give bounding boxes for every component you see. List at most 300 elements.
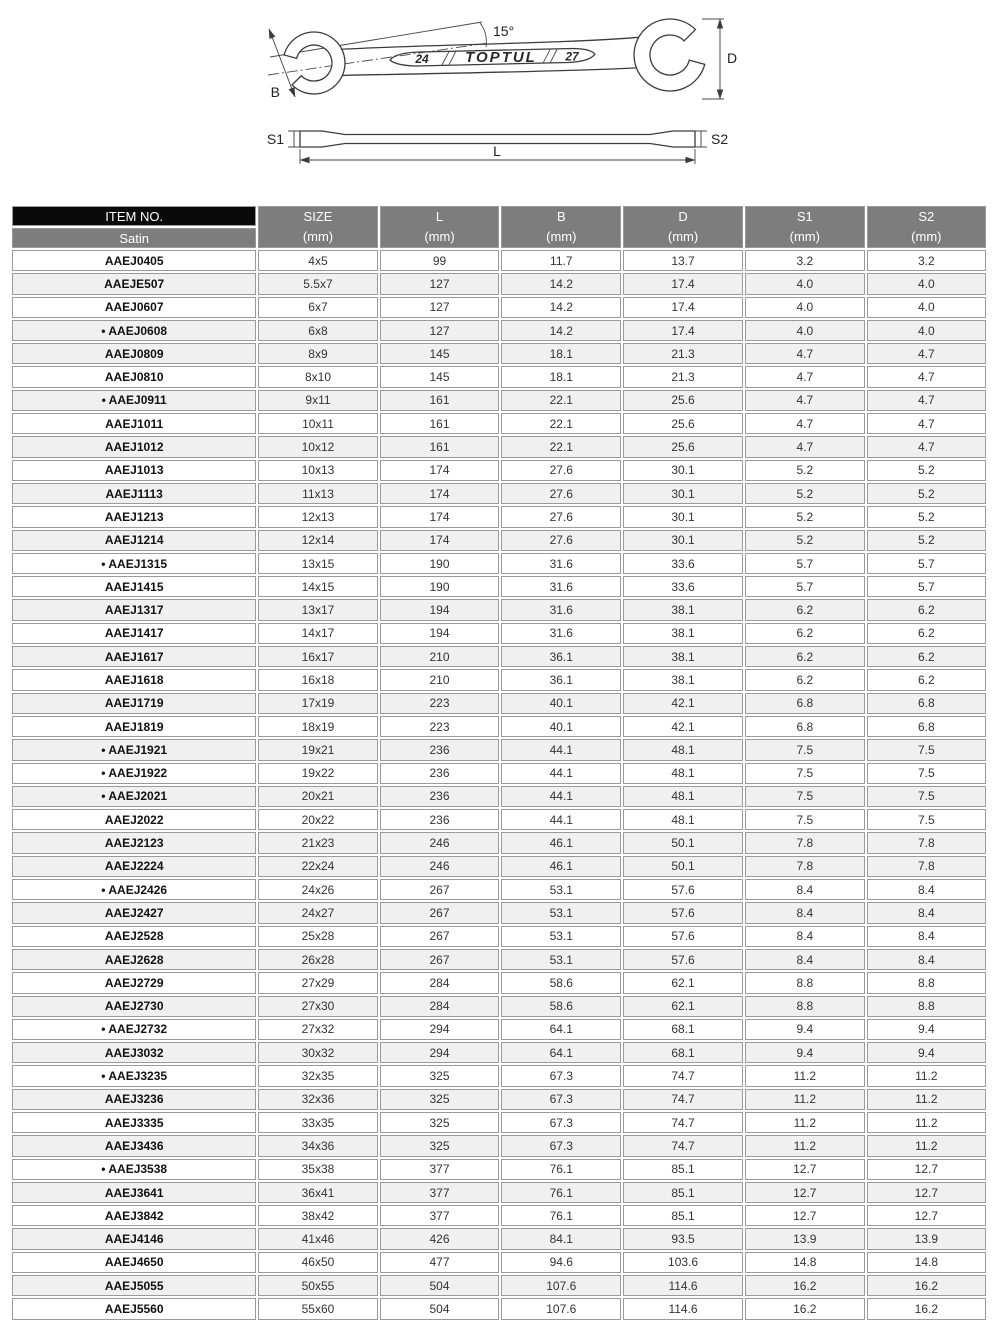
b-cell: 18.1: [501, 343, 621, 364]
table-row: [12, 926, 986, 947]
s1-cell: 6.2: [745, 669, 865, 690]
b-cell: 53.1: [501, 926, 621, 947]
s1-cell: 8.8: [745, 972, 865, 993]
s1-cell: 11.2: [745, 1089, 865, 1110]
table-row: [12, 1298, 986, 1319]
s2-cell: 4.0: [867, 297, 986, 318]
s1-cell: 11.2: [745, 1112, 865, 1133]
header-s1-unit: (mm): [789, 229, 820, 244]
s1-cell: 16.2: [745, 1298, 865, 1319]
s2-cell: 5.2: [867, 506, 986, 527]
l-cell: 145: [380, 366, 500, 387]
header-finish: Satin: [12, 228, 256, 248]
item-no-cell: • AAEJ1921: [12, 739, 256, 760]
item-no-cell: AAEJ1417: [12, 623, 256, 644]
size-cell: 6x8: [258, 320, 377, 341]
item-no-cell: AAEJ0810: [12, 366, 256, 387]
s1-cell: 8.4: [745, 926, 865, 947]
s1-cell: 5.2: [745, 460, 865, 481]
item-no-cell: AAEJ4146: [12, 1228, 256, 1249]
header-l: [380, 206, 500, 248]
table-row: [12, 809, 986, 830]
l-cell: 161: [380, 413, 500, 434]
item-no-cell: AAEJ1317: [12, 599, 256, 620]
stamp-size-left: 24: [415, 52, 429, 66]
d-cell: 103.6: [623, 1252, 743, 1273]
item-no-cell: AAEJ1719: [12, 693, 256, 714]
size-cell: 27x29: [258, 972, 377, 993]
d-cell: 85.1: [623, 1159, 743, 1180]
s1-cell: 11.2: [745, 1065, 865, 1086]
size-cell: 4x5: [258, 250, 377, 271]
b-cell: 53.1: [501, 949, 621, 970]
size-cell: 38x42: [258, 1205, 377, 1226]
d-cell: 38.1: [623, 646, 743, 667]
d-cell: 74.7: [623, 1089, 743, 1110]
header-item-no: ITEM NO.: [12, 206, 256, 226]
d-cell: 33.6: [623, 553, 743, 574]
l-cell: 145: [380, 343, 500, 364]
item-no-cell: AAEJ1011: [12, 413, 256, 434]
l-cell: 127: [380, 297, 500, 318]
b-cell: 18.1: [501, 366, 621, 387]
b-cell: 44.1: [501, 763, 621, 784]
table-row: [12, 436, 986, 457]
item-no-cell: • AAEJ1315: [12, 553, 256, 574]
s1-cell: 3.2: [745, 250, 865, 271]
s1-cell: 11.2: [745, 1135, 865, 1156]
table-row: [12, 856, 986, 877]
item-no-cell: AAEJ1617: [12, 646, 256, 667]
b-cell: 27.6: [501, 460, 621, 481]
s2-cell: 16.2: [867, 1275, 986, 1296]
header-size-unit: (mm): [302, 229, 334, 244]
header-b: [501, 206, 621, 248]
s2-cell: 13.9: [867, 1228, 986, 1249]
l-cell: 127: [380, 320, 500, 341]
s1-cell: 9.4: [745, 1019, 865, 1040]
item-no-cell: AAEJ1013: [12, 460, 256, 481]
size-cell: 12x13: [258, 506, 377, 527]
s1-cell: 7.5: [745, 809, 865, 830]
table-row: [12, 996, 986, 1017]
table-row: [12, 320, 986, 341]
l-cell: 267: [380, 926, 500, 947]
s2-cell: 7.5: [867, 763, 986, 784]
item-no-cell: AAEJ1012: [12, 436, 256, 457]
header-d: [623, 206, 743, 248]
s1-cell: 9.4: [745, 1042, 865, 1063]
l-cell: 174: [380, 483, 500, 504]
b-cell: 67.3: [501, 1112, 621, 1133]
l-cell: 504: [380, 1275, 500, 1296]
item-no-cell: AAEJ5560: [12, 1298, 256, 1319]
l-cell: 325: [380, 1065, 500, 1086]
b-cell: 64.1: [501, 1042, 621, 1063]
s2-cell: 5.7: [867, 553, 986, 574]
s2-cell: 9.4: [867, 1019, 986, 1040]
l-cell: 246: [380, 856, 500, 877]
size-cell: 32x35: [258, 1065, 377, 1086]
header-s1: [745, 206, 865, 248]
s1-cell: 8.4: [745, 949, 865, 970]
d-cell: 25.6: [623, 413, 743, 434]
d-cell: 62.1: [623, 996, 743, 1017]
item-no-cell: AAEJ3335: [12, 1112, 256, 1133]
table-row: [12, 273, 986, 294]
header-s2-unit: (mm): [911, 229, 942, 244]
item-no-cell: • AAEJ0608: [12, 320, 256, 341]
s2-cell: 12.7: [867, 1159, 986, 1180]
table-row: [12, 599, 986, 620]
d-cell: 68.1: [623, 1042, 743, 1063]
item-no-cell: • AAEJ3235: [12, 1065, 256, 1086]
d-cell: 48.1: [623, 809, 743, 830]
header-b-label: B: [556, 209, 566, 224]
b-cell: 14.2: [501, 320, 621, 341]
s1-cell: 12.7: [745, 1205, 865, 1226]
spec-table-header: [12, 206, 986, 248]
s2-cell: 5.2: [867, 530, 986, 551]
s2-cell: 11.2: [867, 1135, 986, 1156]
s2-cell: 4.0: [867, 320, 986, 341]
s1-cell: 16.2: [745, 1275, 865, 1296]
b-cell: 84.1: [501, 1228, 621, 1249]
s2-cell: 8.8: [867, 972, 986, 993]
s2-cell: 9.4: [867, 1042, 986, 1063]
s2-cell: 8.8: [867, 996, 986, 1017]
size-cell: 5.5x7: [258, 273, 377, 294]
l-cell: 284: [380, 972, 500, 993]
table-row: [12, 763, 986, 784]
d-cell: 30.1: [623, 530, 743, 551]
size-cell: 19x21: [258, 739, 377, 760]
l-cell: 426: [380, 1228, 500, 1249]
l-cell: 284: [380, 996, 500, 1017]
l-cell: 236: [380, 786, 500, 807]
item-no-cell: AAEJ2628: [12, 949, 256, 970]
s1-cell: 13.9: [745, 1228, 865, 1249]
shaft-top-edge: [338, 37, 642, 50]
table-row: [12, 646, 986, 667]
table-row: [12, 297, 986, 318]
size-cell: 24x26: [258, 879, 377, 900]
s2-cell: 7.5: [867, 786, 986, 807]
b-cell: 36.1: [501, 669, 621, 690]
l-cell: 190: [380, 576, 500, 597]
item-no-cell: AAEJ3641: [12, 1182, 256, 1203]
table-row: [12, 1182, 986, 1203]
size-cell: 25x28: [258, 926, 377, 947]
item-no-cell: AAEJ2022: [12, 809, 256, 830]
item-no-cell: AAEJ1819: [12, 716, 256, 737]
s1-cell: 8.4: [745, 879, 865, 900]
item-no-cell: AAEJ1213: [12, 506, 256, 527]
l-cell: 161: [380, 436, 500, 457]
d-cell: 114.6: [623, 1275, 743, 1296]
table-row: [12, 1135, 986, 1156]
d-cell: 30.1: [623, 483, 743, 504]
s2-cell: 8.4: [867, 879, 986, 900]
b-cell: 76.1: [501, 1159, 621, 1180]
table-row: [12, 553, 986, 574]
item-no-cell: AAEJ2528: [12, 926, 256, 947]
b-cell: 44.1: [501, 809, 621, 830]
d-cell: 85.1: [623, 1182, 743, 1203]
dim-label-s2: S2: [711, 131, 729, 147]
dim-label-b: B: [270, 84, 280, 100]
b-cell: 31.6: [501, 599, 621, 620]
d-cell: 17.4: [623, 273, 743, 294]
spec-table-body: [12, 250, 986, 1320]
size-cell: 16x18: [258, 669, 377, 690]
header-l-label: L: [435, 209, 444, 224]
header-size-label: SIZE: [303, 209, 333, 224]
size-cell: 13x17: [258, 599, 377, 620]
b-cell: 67.3: [501, 1135, 621, 1156]
d-cell: 48.1: [623, 763, 743, 784]
s2-cell: 11.2: [867, 1065, 986, 1086]
size-cell: 35x38: [258, 1159, 377, 1180]
d-cell: 21.3: [623, 366, 743, 387]
size-cell: 6x7: [258, 297, 377, 318]
b-cell: 64.1: [501, 1019, 621, 1040]
s2-cell: 6.8: [867, 693, 986, 714]
s2-cell: 4.7: [867, 366, 986, 387]
s1-cell: 6.8: [745, 716, 865, 737]
d-cell: 68.1: [623, 1019, 743, 1040]
d-cell: 30.1: [623, 506, 743, 527]
angle-label: 15°: [493, 23, 515, 39]
s2-cell: 4.0: [867, 273, 986, 294]
b-cell: 107.6: [501, 1298, 621, 1319]
table-row: [12, 972, 986, 993]
item-no-cell: AAEJ2224: [12, 856, 256, 877]
s2-cell: 8.4: [867, 926, 986, 947]
table-row: [12, 1065, 986, 1086]
size-cell: 17x19: [258, 693, 377, 714]
wrench-diagram: [250, 5, 750, 200]
d-cell: 25.6: [623, 436, 743, 457]
s2-cell: 6.2: [867, 623, 986, 644]
item-no-cell: • AAEJ2732: [12, 1019, 256, 1040]
header-s2-label: S2: [918, 209, 935, 224]
l-cell: 223: [380, 693, 500, 714]
l-cell: 246: [380, 832, 500, 853]
b-cell: 53.1: [501, 902, 621, 923]
size-cell: 27x30: [258, 996, 377, 1017]
b-cell: 40.1: [501, 716, 621, 737]
header-d-unit: (mm): [667, 229, 699, 244]
size-cell: 12x14: [258, 530, 377, 551]
s1-cell: 12.7: [745, 1182, 865, 1203]
l-cell: 294: [380, 1042, 500, 1063]
size-cell: 13x15: [258, 553, 377, 574]
b-cell: 44.1: [501, 739, 621, 760]
stamp-panel: [390, 49, 595, 67]
table-row: [12, 366, 986, 387]
l-cell: 223: [380, 716, 500, 737]
item-no-cell: AAEJ1113: [12, 483, 256, 504]
table-row: [12, 716, 986, 737]
item-no-cell: AAEJE507: [12, 273, 256, 294]
size-cell: 30x32: [258, 1042, 377, 1063]
b-cell: 14.2: [501, 273, 621, 294]
header-d-label: D: [678, 209, 688, 224]
l-cell: 161: [380, 390, 500, 411]
brand-logo-text: TOPTUL: [465, 49, 537, 66]
l-cell: 294: [380, 1019, 500, 1040]
header-s1-label: S1: [796, 209, 813, 224]
b-cell: 22.1: [501, 436, 621, 457]
s2-cell: 8.4: [867, 949, 986, 970]
d-cell: 38.1: [623, 669, 743, 690]
header-l-unit: (mm): [424, 229, 455, 244]
size-cell: 20x21: [258, 786, 377, 807]
size-cell: 19x22: [258, 763, 377, 784]
header-s2: [867, 206, 986, 248]
b-cell: 22.1: [501, 390, 621, 411]
size-cell: 26x28: [258, 949, 377, 970]
dim-label-l: L: [493, 143, 501, 159]
s2-cell: 4.7: [867, 413, 986, 434]
l-cell: 477: [380, 1252, 500, 1273]
size-cell: 22x24: [258, 856, 377, 877]
size-cell: 10x11: [258, 413, 377, 434]
b-cell: 67.3: [501, 1065, 621, 1086]
l-cell: 99: [380, 250, 500, 271]
l-cell: 190: [380, 553, 500, 574]
table-row: [12, 483, 986, 504]
size-cell: 11x13: [258, 483, 377, 504]
l-cell: 174: [380, 460, 500, 481]
s2-cell: 14.8: [867, 1252, 986, 1273]
size-cell: 41x46: [258, 1228, 377, 1249]
l-cell: 236: [380, 739, 500, 760]
d-cell: 50.1: [623, 856, 743, 877]
s2-cell: 4.7: [867, 390, 986, 411]
shaft-bottom-edge: [338, 68, 642, 76]
b-cell: 107.6: [501, 1275, 621, 1296]
s2-cell: 7.8: [867, 832, 986, 853]
table-row: [12, 1112, 986, 1133]
s1-cell: 12.7: [745, 1159, 865, 1180]
l-cell: 174: [380, 530, 500, 551]
d-cell: 42.1: [623, 716, 743, 737]
d-cell: 62.1: [623, 972, 743, 993]
s1-cell: 7.8: [745, 856, 865, 877]
table-row: [12, 250, 986, 271]
l-cell: 325: [380, 1089, 500, 1110]
size-cell: 8x10: [258, 366, 377, 387]
s1-cell: 4.7: [745, 390, 865, 411]
item-no-cell: AAEJ5055: [12, 1275, 256, 1296]
item-no-cell: • AAEJ0911: [12, 390, 256, 411]
size-cell: 18x19: [258, 716, 377, 737]
d-cell: 48.1: [623, 739, 743, 760]
b-cell: 14.2: [501, 297, 621, 318]
table-row: [12, 506, 986, 527]
s1-cell: 7.5: [745, 786, 865, 807]
s1-cell: 6.2: [745, 623, 865, 644]
s1-cell: 14.8: [745, 1252, 865, 1273]
left-jaw: [280, 25, 352, 100]
l-cell: 236: [380, 809, 500, 830]
s2-cell: 7.5: [867, 809, 986, 830]
table-row: [12, 413, 986, 434]
item-no-cell: AAEJ2729: [12, 972, 256, 993]
d-cell: 42.1: [623, 693, 743, 714]
item-no-cell: AAEJ3842: [12, 1205, 256, 1226]
b-cell: 40.1: [501, 693, 621, 714]
table-row: [12, 1228, 986, 1249]
d-cell: 85.1: [623, 1205, 743, 1226]
item-no-cell: • AAEJ1922: [12, 763, 256, 784]
b-cell: 27.6: [501, 506, 621, 527]
table-row: [12, 460, 986, 481]
d-cell: 114.6: [623, 1298, 743, 1319]
b-cell: 27.6: [501, 483, 621, 504]
item-no-cell: • AAEJ3538: [12, 1159, 256, 1180]
b-cell: 46.1: [501, 832, 621, 853]
s1-cell: 7.8: [745, 832, 865, 853]
size-cell: 34x36: [258, 1135, 377, 1156]
l-cell: 325: [380, 1135, 500, 1156]
item-no-cell: AAEJ1415: [12, 576, 256, 597]
table-row: [12, 1205, 986, 1226]
s2-cell: 4.7: [867, 436, 986, 457]
l-cell: 267: [380, 902, 500, 923]
s2-cell: 6.2: [867, 646, 986, 667]
d-cell: 57.6: [623, 902, 743, 923]
dim-label-s1: S1: [266, 131, 284, 147]
size-cell: 27x32: [258, 1019, 377, 1040]
b-cell: 76.1: [501, 1182, 621, 1203]
table-row: [12, 1159, 986, 1180]
table-row: [12, 669, 986, 690]
s1-cell: 5.7: [745, 576, 865, 597]
d-cell: 38.1: [623, 623, 743, 644]
d-cell: 21.3: [623, 343, 743, 364]
l-cell: 377: [380, 1159, 500, 1180]
l-cell: 504: [380, 1298, 500, 1319]
wrench-drawing: [250, 5, 750, 200]
s2-cell: 8.4: [867, 902, 986, 923]
size-cell: 55x60: [258, 1298, 377, 1319]
l-cell: 210: [380, 646, 500, 667]
table-row: [12, 1252, 986, 1273]
s1-cell: 7.5: [745, 739, 865, 760]
b-cell: 76.1: [501, 1205, 621, 1226]
b-cell: 31.6: [501, 576, 621, 597]
size-cell: 14x17: [258, 623, 377, 644]
spec-table: [10, 204, 988, 1322]
item-no-cell: AAEJ1214: [12, 530, 256, 551]
size-cell: 10x12: [258, 436, 377, 457]
b-cell: 53.1: [501, 879, 621, 900]
b-cell: 44.1: [501, 786, 621, 807]
s1-cell: 4.7: [745, 343, 865, 364]
item-no-cell: AAEJ0607: [12, 297, 256, 318]
d-cell: 17.4: [623, 297, 743, 318]
d-cell: 74.7: [623, 1135, 743, 1156]
s1-cell: 4.0: [745, 320, 865, 341]
table-row: [12, 1089, 986, 1110]
s2-cell: 6.2: [867, 669, 986, 690]
table-row: [12, 1275, 986, 1296]
b-cell: 58.6: [501, 996, 621, 1017]
s1-cell: 4.0: [745, 273, 865, 294]
